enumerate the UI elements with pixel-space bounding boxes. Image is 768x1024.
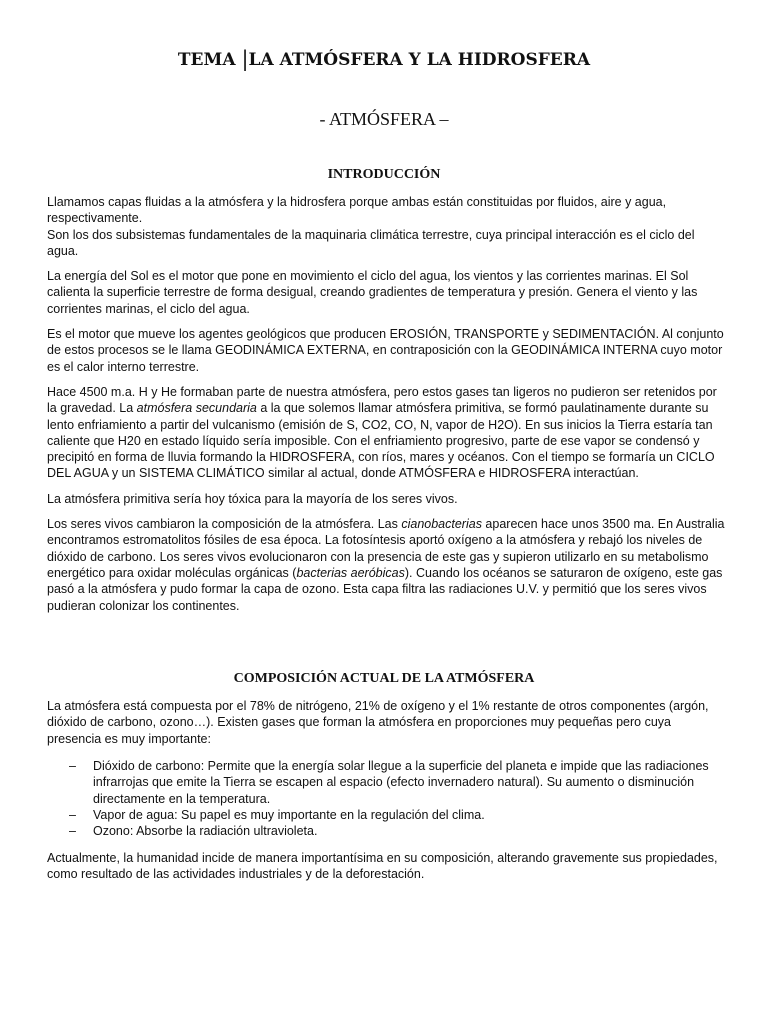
composition-intro — [47, 698, 727, 756]
intro-paragraph-1b: Son los dos subsistemas fundamentales de la maquinaria climática terrestre, cuya principal interacción es el ciclo del agua. — [47, 227, 695, 258]
intro-p4-text-c: a la que solemos llamar atmósfera primitiva, se formó paulatinamente durante su lento enfriamiento a partir del vulcanismo (emisión de S, CO2, CO, N, vapor de H2O). En sus inicios la Tierra estaría tan caliente que H20 en estado líquido sería imposible. Con el enfriamiento progresivo, parte de ese vapor se condensó y precipitó en forma de lluvia formando la HIDROSFERA, con ríos, mares y océanos. Con el tiempo se formaría un CICLO DEL AGUA y un SISTEMA CLIMÁTICO similar al actual, donde ATMÓSFERA e HIDROSFERA interactúan. — [47, 401, 715, 481]
intro-paragraph-5: La atmósfera primitiva sería hoy tóxica para la mayoría de los seres vivos. — [47, 491, 458, 506]
title-prefix: TEMA — [177, 50, 242, 70]
list-item — [47, 823, 727, 839]
list-item — [47, 758, 727, 807]
intro-paragraph-4 — [47, 384, 727, 482]
dash-bullet: – — [69, 824, 76, 839]
intro-p6-italic-bacterias: bacterias aeróbicas — [296, 565, 405, 580]
dash-bullet: – — [69, 807, 76, 822]
intro-section — [47, 194, 727, 623]
intro-paragraph-3: Es el motor que mueve los agentes geológicos que producen EROSIÓN, TRANSPORTE y SEDIMENTACIÓN. Al conjunto de estos procesos se le llama GEODINÁMICA EXTERNA, en contraposición con la GEODINÁMICA INTERNA cuyo motor es el calor interno terrestre. — [47, 327, 724, 374]
intro-p6-text-a: Los seres vivos cambiaron la composición de la atmósfera. Las — [47, 517, 402, 532]
gases-list — [47, 758, 727, 839]
list-item-text: Ozono: Absorbe la radiación ultravioleta. — [93, 824, 318, 839]
dash-bullet: – — [69, 759, 76, 773]
list-item — [47, 807, 727, 823]
intro-p6-italic-cianobacterias: cianobacterias — [401, 517, 482, 532]
document-subtitle: - ATMÓSFERA – — [319, 109, 449, 129]
list-item-text: Dióxido de carbono: Permite que la energía solar llegue a la superficie del planeta e impide que las radiaciones infrarrojas que emite la Tierra se escapen al espacio (efecto invernadero natural). Su aumento o disminución directamente en la temperatura. — [93, 759, 709, 806]
intro-p6-text-e: ). Cuando los océanos se saturaron de oxígeno, este gas pasó a la atmósfera y pudo formar la capa de ozono. Esta capa filtra las radiaciones U.V. y permitió que los seres vivos pudieran colonizar los continentes. — [47, 565, 723, 613]
intro-p6-text-c: aparecen hace unos 3500 ma. En Australia encontramos estromatolitos fósiles de esa época. La fotosíntesis aportó oxígeno a la atmósfera y rebajó los niveles de dióxido de carbono. Los seres vivos evolucionaron con la presencia de este gas y supieron utilizarlo en su metabolismo energético para oxidar moléculas orgánicas ( — [47, 517, 725, 580]
document-title — [0, 46, 768, 70]
intro-p4-text-a: Hace 4500 m.a. H y He formaban parte de nuestra atmósfera, pero estos gases tan ligeros no pudieron ser retenidos por la gravedad. La — [47, 384, 717, 416]
intro-p4-italic-term: atmósfera secundaria — [136, 401, 257, 416]
heading-introduccion: INTRODUCCIÓN — [327, 167, 441, 182]
composition-paragraph-1: La atmósfera está compuesta por el 78% de nitrógeno, 21% de oxígeno y el 1% restante de otros componentes (argón, dióxido de carbono, ozono…). Existen gases que forman la atmósfera en proporciones muy pequeñas pero cuya presencia es muy importante: — [47, 699, 709, 746]
intro-paragraph-6 — [47, 516, 727, 614]
heading-composicion: COMPOSICIÓN ACTUAL DE LA ATMÓSFERA — [233, 671, 535, 686]
intro-paragraph-1a: Llamamos capas fluidas a la atmósfera y la hidrosfera porque ambas están constituidas por fluidos, aire y agua, respectivamente. — [47, 195, 667, 226]
title-separator: | — [241, 47, 249, 71]
title-main: LA ATMÓSFERA Y LA HIDROSFERA — [248, 50, 591, 70]
composition-paragraph-2: Actualmente, la humanidad incide de manera importantísima en su composición, alterando gravemente sus propiedades, como resultado de las actividades industriales y de la deforestación. — [47, 851, 718, 882]
list-item-text: Vapor de agua: Su papel es muy importante en la regulación del clima. — [93, 807, 485, 822]
composition-closing — [47, 850, 727, 892]
intro-paragraph-2: La energía del Sol es el motor que pone en movimiento el ciclo del agua, los vientos y las corrientes marinas. El Sol calienta la superficie terrestre de forma desigual, creando gradientes de temperatura y presión. Genera el viento y las corrientes marinas, el ciclo del agua. — [47, 269, 698, 316]
